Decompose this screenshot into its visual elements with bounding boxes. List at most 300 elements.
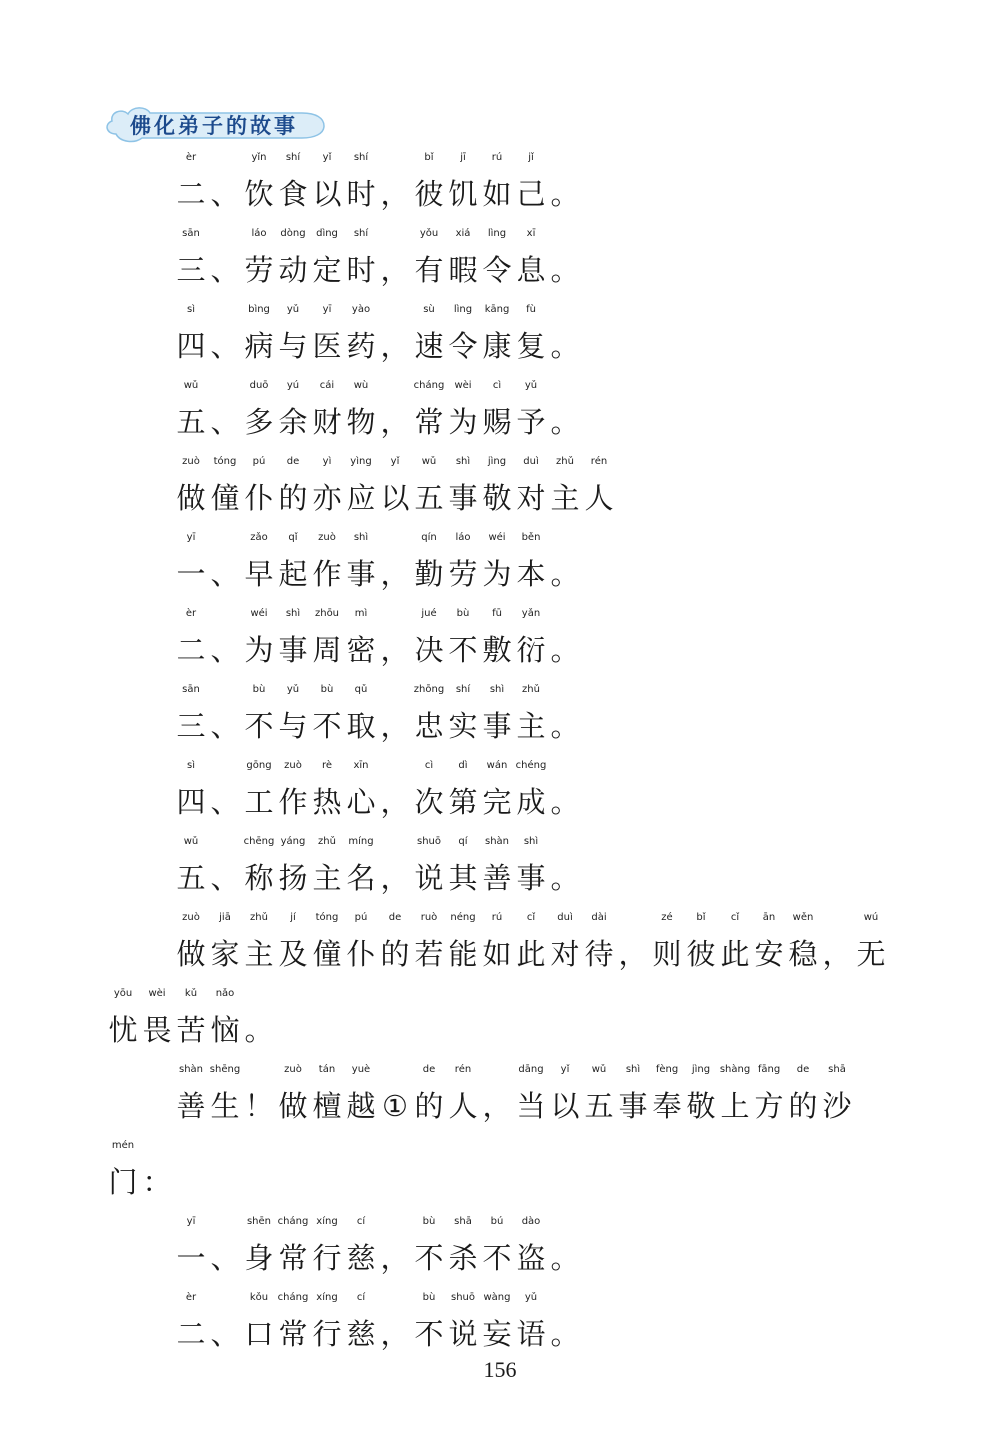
hanzi: 口 (244, 1317, 274, 1351)
hanzi: 僮 (210, 481, 240, 515)
ruby-char (378, 912, 412, 972)
hanzi: 热 (312, 785, 342, 819)
pinyin: yìng (350, 456, 372, 467)
hanzi: ， (380, 253, 410, 287)
pinyin: wàng (483, 1292, 511, 1303)
pinyin: bìng (248, 304, 270, 315)
hanzi: 、 (210, 1241, 240, 1275)
ruby-char (514, 228, 548, 288)
pinyin: xíng (316, 1216, 338, 1227)
ruby-char (752, 1064, 786, 1124)
ruby-char (820, 912, 854, 972)
hanzi: 对 (516, 481, 546, 515)
ruby-char (344, 228, 378, 288)
hanzi: 做 (176, 481, 206, 515)
pinyin: mén (111, 1140, 135, 1151)
hanzi: 、 (210, 1317, 240, 1351)
pinyin: yī (186, 532, 196, 543)
hanzi: 本 (516, 557, 546, 591)
ruby-char (480, 304, 514, 364)
ruby-char (378, 456, 412, 516)
hanzi: 多 (244, 405, 274, 439)
pinyin: zhǔ (556, 456, 574, 467)
pinyin: kǒu (249, 1292, 269, 1303)
hanzi: 敬 (482, 481, 512, 515)
pinyin: láo (455, 532, 471, 543)
hanzi: 周 (312, 633, 342, 667)
ruby-char (276, 760, 310, 820)
pinyin: cháng (413, 380, 445, 391)
hanzi: 物 (346, 405, 376, 439)
hanzi: 主 (244, 937, 274, 971)
pinyin: yǐ (560, 1064, 570, 1075)
hanzi: 动 (278, 253, 308, 287)
ruby-char (310, 608, 344, 668)
hanzi: 不 (414, 1241, 444, 1275)
ruby-char (276, 304, 310, 364)
hanzi: 忧 (108, 1013, 138, 1047)
pinyin: yī (322, 304, 332, 315)
pinyin: bù (252, 684, 266, 695)
hanzi: 五 (176, 861, 206, 895)
hanzi: 成 (516, 785, 546, 819)
ruby-char (446, 532, 480, 592)
hanzi: 起 (278, 557, 308, 591)
pinyin: cái (319, 380, 335, 391)
hanzi: 。 (550, 329, 580, 363)
pinyin: pú (354, 912, 368, 923)
ruby-char (514, 1216, 548, 1276)
pinyin: gōng (246, 760, 272, 771)
book-title: 佛化弟子的故事 (130, 114, 298, 138)
ruby-char (446, 1216, 480, 1276)
pinyin: duì (557, 912, 573, 923)
ruby-char (208, 1216, 242, 1276)
ruby-char (378, 760, 412, 820)
hanzi: 仆 (244, 481, 274, 515)
ruby-char (378, 532, 412, 592)
ruby-char (582, 456, 616, 516)
pinyin: jí (290, 912, 296, 923)
hanzi: 勤 (414, 557, 444, 591)
pinyin: xīn (353, 760, 369, 771)
hanzi: ： (142, 1165, 172, 1199)
pinyin: shí (285, 152, 301, 163)
hanzi: 。 (550, 177, 580, 211)
text-line (174, 1216, 582, 1276)
ruby-char (106, 988, 140, 1048)
hanzi: 不 (414, 1317, 444, 1351)
hanzi: 心 (346, 785, 376, 819)
text-line (174, 836, 582, 896)
pinyin: jìng (691, 1064, 711, 1075)
pinyin: néng (450, 912, 476, 923)
hanzi: 方 (754, 1089, 784, 1123)
hanzi: 。 (550, 633, 580, 667)
ruby-char (548, 760, 582, 820)
hanzi: 善 (176, 1089, 206, 1123)
pinyin: wú (863, 912, 879, 923)
hanzi: 不 (448, 633, 478, 667)
pinyin: zuò (318, 532, 336, 543)
ruby-char (616, 912, 650, 972)
pinyin: yǔ (286, 304, 300, 315)
ruby-char (480, 912, 514, 972)
ruby-char (480, 836, 514, 896)
hanzi: 。 (550, 785, 580, 819)
hanzi: ， (618, 937, 648, 971)
hanzi: 为 (482, 557, 512, 591)
hanzi: 沙 (822, 1089, 852, 1123)
ruby-char (616, 1064, 650, 1124)
ruby-char (276, 532, 310, 592)
pinyin: yào (351, 304, 371, 315)
ruby-char (480, 608, 514, 668)
hanzi: 盗 (516, 1241, 546, 1275)
hanzi: 食 (278, 177, 308, 211)
hanzi: 事 (448, 481, 478, 515)
hanzi: 作 (312, 557, 342, 591)
hanzi: 待 (584, 937, 614, 971)
hanzi: 常 (278, 1317, 308, 1351)
hanzi: 檀 (312, 1089, 342, 1123)
pinyin: lìng (487, 228, 507, 239)
ruby-char (276, 1064, 310, 1124)
pinyin: bù (320, 684, 334, 695)
ruby-char (140, 1140, 174, 1200)
hanzi: 劳 (244, 253, 274, 287)
pinyin: cì (492, 380, 502, 391)
ruby-char (208, 304, 242, 364)
ruby-char (378, 1064, 412, 1124)
hanzi: 财 (312, 405, 342, 439)
hanzi: 一 (176, 1241, 206, 1275)
hanzi: 。 (550, 557, 580, 591)
pinyin: zhōu (314, 608, 340, 619)
ruby-char (480, 532, 514, 592)
ruby-char (514, 456, 548, 516)
pinyin: ruò (420, 912, 438, 923)
ruby-char (854, 912, 888, 972)
ruby-char (514, 608, 548, 668)
ruby-char (684, 1064, 718, 1124)
hanzi: 令 (482, 253, 512, 287)
hanzi: 康 (482, 329, 512, 363)
pinyin: yú (286, 380, 300, 391)
ruby-char (276, 380, 310, 440)
ruby-char (446, 228, 480, 288)
text-line (174, 532, 582, 592)
hanzi: 病 (244, 329, 274, 363)
hanzi: 、 (210, 253, 240, 287)
hanzi: 以 (312, 177, 342, 211)
text-line (106, 1140, 174, 1200)
pinyin: wéi (488, 532, 506, 543)
ruby-char (548, 1216, 582, 1276)
pinyin: sān (182, 684, 200, 695)
hanzi: 当 (516, 1089, 546, 1123)
ruby-char (480, 684, 514, 744)
ruby-char (480, 228, 514, 288)
hanzi: 若 (414, 937, 444, 971)
ruby-char (378, 1216, 412, 1276)
hanzi: ， (380, 709, 410, 743)
pinyin: yī (186, 1216, 196, 1227)
pinyin: de (796, 1064, 810, 1075)
ruby-char (208, 380, 242, 440)
text-line (174, 456, 616, 516)
pinyin: zuò (182, 912, 200, 923)
ruby-char (786, 912, 820, 972)
ruby-char (276, 152, 310, 212)
pinyin: shàn (178, 1064, 204, 1075)
ruby-char (174, 1064, 208, 1124)
pinyin: rú (491, 152, 503, 163)
hanzi: 不 (312, 709, 342, 743)
ruby-char (344, 532, 378, 592)
pinyin: zuò (182, 456, 200, 467)
text-line (174, 152, 582, 212)
ruby-char (412, 836, 446, 896)
pinyin: míng (348, 836, 374, 847)
ruby-char (718, 912, 752, 972)
pinyin: dìng (316, 228, 338, 239)
pinyin: cháng (277, 1216, 309, 1227)
hanzi: 五 (584, 1089, 614, 1123)
hanzi: 有 (414, 253, 444, 287)
hanzi: 行 (312, 1241, 342, 1275)
pinyin: wǔ (591, 1064, 607, 1075)
ruby-char (344, 608, 378, 668)
ruby-char (548, 1064, 582, 1124)
hanzi: 不 (244, 709, 274, 743)
hanzi: 的 (278, 481, 308, 515)
hanzi: 人 (584, 481, 614, 515)
ruby-char (310, 152, 344, 212)
hanzi: 妄 (482, 1317, 512, 1351)
ruby-char (684, 912, 718, 972)
ruby-char (208, 836, 242, 896)
hanzi: 、 (210, 557, 240, 591)
ruby-char (174, 608, 208, 668)
pinyin: běn (521, 532, 541, 543)
hanzi: 以 (550, 1089, 580, 1123)
ruby-char (344, 760, 378, 820)
ruby-char (378, 304, 412, 364)
pinyin: cì (424, 760, 434, 771)
pinyin: ān (762, 912, 776, 923)
ruby-char (514, 152, 548, 212)
pinyin: nǎo (215, 988, 235, 999)
hanzi: 语 (516, 1317, 546, 1351)
ruby-char (378, 684, 412, 744)
ruby-char (480, 1216, 514, 1276)
hanzi: 主 (550, 481, 580, 515)
pinyin: jiā (219, 912, 231, 923)
pinyin: yǐ (390, 456, 400, 467)
ruby-char (276, 456, 310, 516)
ruby-char (208, 1064, 242, 1124)
pinyin: dāng (518, 1064, 544, 1075)
ruby-char (310, 380, 344, 440)
hanzi: 家 (210, 937, 240, 971)
pinyin: shā (454, 1216, 472, 1227)
ruby-char (310, 684, 344, 744)
pinyin: yōu (113, 988, 133, 999)
hanzi: 忠 (414, 709, 444, 743)
hanzi: 饮 (244, 177, 274, 211)
ruby-char (446, 836, 480, 896)
ruby-char (548, 380, 582, 440)
pinyin: yǐ (322, 152, 332, 163)
hanzi: 。 (550, 861, 580, 895)
hanzi: 药 (346, 329, 376, 363)
ruby-char (344, 380, 378, 440)
hanzi: 事 (278, 633, 308, 667)
ruby-char (174, 684, 208, 744)
ruby-char (650, 1064, 684, 1124)
pinyin: wǔ (421, 456, 437, 467)
pinyin: jǐ (528, 152, 534, 163)
ruby-char (446, 152, 480, 212)
ruby-char (412, 1292, 446, 1352)
pinyin: cí (356, 1292, 366, 1303)
ruby-char (310, 304, 344, 364)
ruby-char (378, 380, 412, 440)
ruby-char (378, 1292, 412, 1352)
pinyin: shì (489, 684, 505, 695)
pinyin: cǐ (526, 912, 536, 923)
ruby-char (718, 1064, 752, 1124)
ruby-char (412, 1064, 446, 1124)
pinyin: yǔ (286, 684, 300, 695)
text-line (174, 608, 582, 668)
ruby-char (276, 228, 310, 288)
hanzi: 次 (414, 785, 444, 819)
pinyin: yǒu (419, 228, 439, 239)
pinyin: shàng (719, 1064, 751, 1075)
hanzi: ， (380, 1241, 410, 1275)
ruby-char (344, 912, 378, 972)
hanzi: 速 (414, 329, 444, 363)
pinyin: wù (353, 380, 369, 391)
hanzi: 上 (720, 1089, 750, 1123)
hanzi: 衍 (516, 633, 546, 667)
pinyin: bú (490, 1216, 504, 1227)
ruby-char (548, 912, 582, 972)
ruby-char (106, 1140, 140, 1200)
pinyin: fèng (655, 1064, 679, 1075)
ruby-char (548, 228, 582, 288)
ruby-char (480, 760, 514, 820)
ruby-char (446, 760, 480, 820)
hanzi: 实 (448, 709, 478, 743)
hanzi: 三 (176, 253, 206, 287)
hanzi: ， (380, 557, 410, 591)
hanzi: 。 (550, 1317, 580, 1351)
hanzi: 常 (278, 1241, 308, 1275)
hanzi: 二 (176, 1317, 206, 1351)
ruby-char (208, 912, 242, 972)
pinyin: èr (185, 608, 197, 619)
ruby-char (514, 304, 548, 364)
ruby-char (310, 1292, 344, 1352)
ruby-char (344, 1292, 378, 1352)
hanzi: 为 (244, 633, 274, 667)
ruby-char (446, 304, 480, 364)
pinyin: zhōng (413, 684, 445, 695)
ruby-char (514, 1064, 548, 1124)
hanzi: 应 (346, 481, 376, 515)
pinyin: shì (353, 532, 369, 543)
ruby-char (514, 684, 548, 744)
hanzi: 、 (210, 329, 240, 363)
ruby-char (174, 228, 208, 288)
pinyin: cǐ (730, 912, 740, 923)
ruby-char (174, 760, 208, 820)
pinyin: tán (318, 1064, 336, 1075)
hanzi: 事 (346, 557, 376, 591)
ruby-char (412, 152, 446, 212)
text-line (174, 1064, 854, 1124)
hanzi: 饥 (448, 177, 478, 211)
pinyin: zǎo (250, 532, 268, 543)
hanzi: 如 (482, 177, 512, 211)
ruby-char (786, 1064, 820, 1124)
hanzi: 对 (550, 937, 580, 971)
ruby-char (174, 1216, 208, 1276)
ruby-char (174, 152, 208, 212)
hanzi: 恼 (210, 1013, 240, 1047)
pinyin: shēng (209, 1064, 241, 1075)
ruby-char (310, 456, 344, 516)
pinyin: shì (285, 608, 301, 619)
hanzi: 如 (482, 937, 512, 971)
pinyin: yǎn (521, 608, 541, 619)
pinyin: shàn (484, 836, 510, 847)
hanzi: 医 (312, 329, 342, 363)
hanzi: 事 (482, 709, 512, 743)
pinyin: shēn (246, 1216, 272, 1227)
hanzi: 亦 (312, 481, 342, 515)
ruby-char (514, 912, 548, 972)
ruby-char (412, 532, 446, 592)
ruby-char (310, 1064, 344, 1124)
pinyin: yuè (351, 1064, 371, 1075)
pinyin: yáng (280, 836, 306, 847)
ruby-char (310, 532, 344, 592)
pinyin: rén (454, 1064, 472, 1075)
ruby-char (378, 836, 412, 896)
pinyin: shí (353, 228, 369, 239)
pinyin: wéi (250, 608, 268, 619)
pinyin: jué (421, 608, 437, 619)
ruby-char (514, 836, 548, 896)
hanzi: 令 (448, 329, 478, 363)
hanzi: 四 (176, 329, 206, 363)
hanzi: 、 (210, 405, 240, 439)
ruby-char (446, 608, 480, 668)
hanzi: 三 (176, 709, 206, 743)
pinyin: wèi (454, 380, 472, 391)
hanzi: 为 (448, 405, 478, 439)
hanzi: 称 (244, 861, 274, 895)
pinyin: pú (252, 456, 266, 467)
page-number: 156 (483, 1357, 517, 1382)
pinyin: bù (422, 1292, 436, 1303)
pinyin: sì (187, 304, 195, 315)
pinyin: fū (492, 608, 502, 619)
